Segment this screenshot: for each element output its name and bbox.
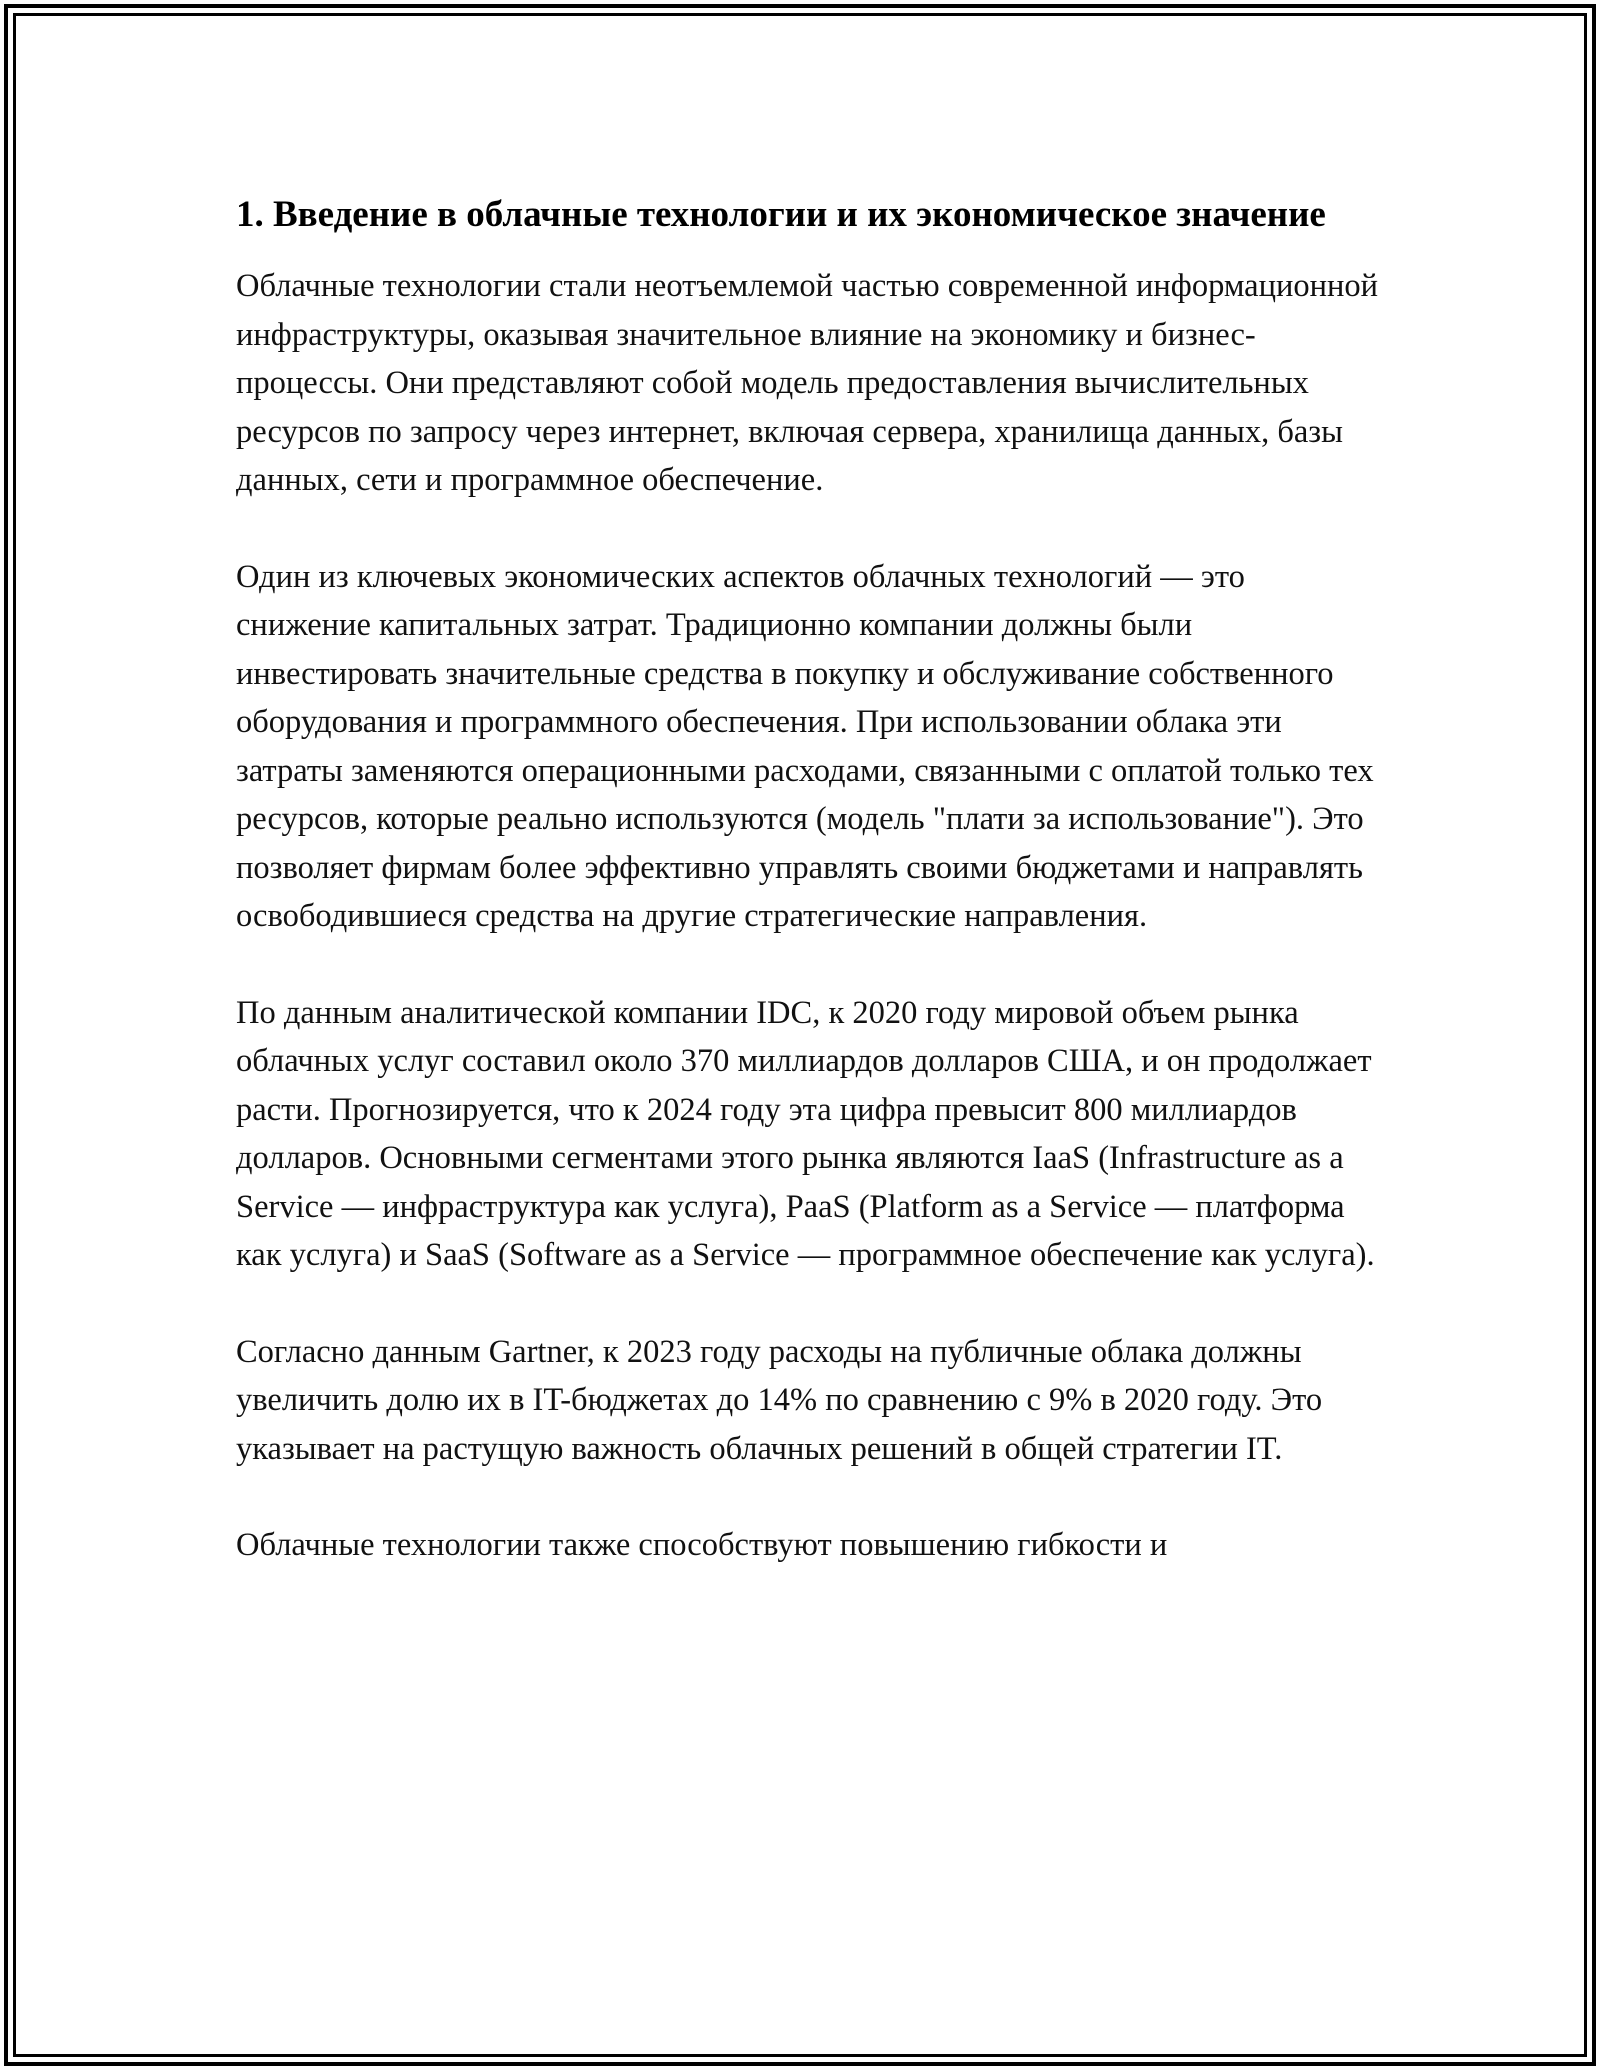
paragraph-intro: Облачные технологии стали неотъемлемой частью современной информационной инфраструктуры, оказывая значительное влияние на экономику и бизнес-процессы. Они представляют собой модель предоставления вычислительных ресурсов по запросу через интернет, включая сервера, хранилища данных, базы данных, сети и программное обеспечение. <box>236 268 1379 498</box>
paragraph-flexibility: Облачные технологии также способствуют повышению гибкости и <box>236 1527 1168 1563</box>
section-heading: 1. Введение в облачные технологии и их экономическое значение <box>236 194 1326 235</box>
paragraph-gartner: Согласно данным Gartner, к 2023 году расходы на публичные облака должны увеличить долю их в IT-бюджетах до 14% по сравнению с 9% в 2020 году. Это указывает на растущую важность облачных решений в общей стратегии IT. <box>236 1333 1323 1467</box>
paragraph-market-size: По данным аналитической компании IDC, к 2020 году мировой объем рынка облачных услуг составил около 370 миллиардов долларов США, и он продолжает расти. Прогнозируется, что к 2024 году эта цифра превысит 800 миллиардов долларов. Основными сегментами этого рынка являются IaaS (Infrastructure as a Service — инфраструктура как услуга), PaaS (Platform as a Service — платформа как услуга) и SaaS (Software as a Service — программное обеспечение как услуга). <box>236 994 1375 1273</box>
document-body <box>236 188 1386 1618</box>
paragraph-capital-costs: Один из ключевых экономических аспектов облачных технологий — это снижение капитальных затрат. Традиционно компании должны были инвестировать значительные средства в покупку и обслуживание собственного оборудования и программного обеспечения. При использовании облака эти затраты заменяются операционными расходами, связанными с оплатой только тех ресурсов, которые реально используются (модель "плати за использование"). Это позволяет фирмам более эффективно управлять своими бюджетами и направлять освободившиеся средства на другие стратегические направления. <box>236 558 1374 934</box>
